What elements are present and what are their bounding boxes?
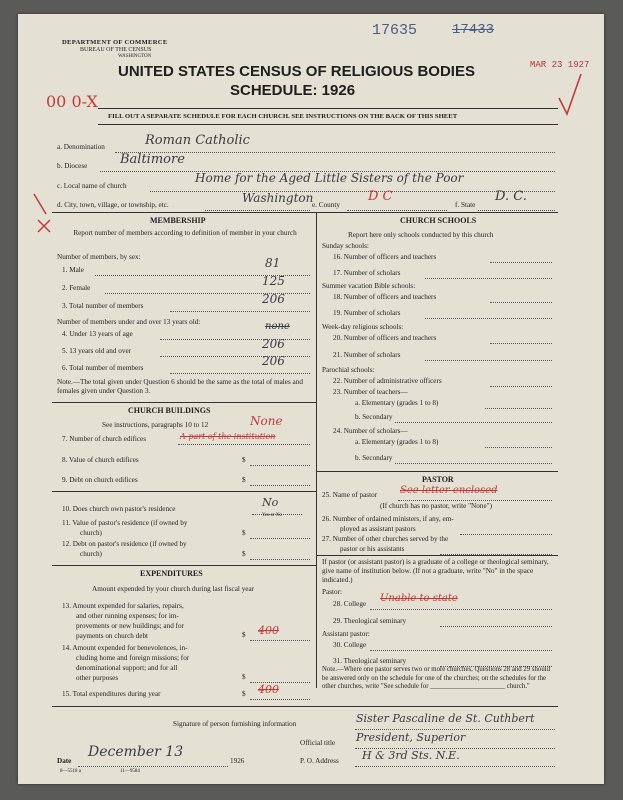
weekday-officers-label: 20. Number of officers and teachers <box>333 334 437 342</box>
male-label: 1. Male <box>62 266 84 274</box>
teachers-elementary-label: a. Elementary (grades 1 to 8) <box>355 399 439 407</box>
schedule-instruction: FILL OUT A SEPARATE SCHEDULE FOR EACH CHURCH. SEE INSTRUCTIONS ON THE BACK OF THIS SHEET <box>108 113 458 120</box>
total-members-age-value[interactable]: 206 <box>262 354 285 368</box>
received-date-stamp: MAR 23 1927 <box>530 60 590 70</box>
pastor-college-label: 28. College <box>333 600 367 608</box>
parochial-schools-label: Parochial schools: <box>322 366 375 374</box>
pastor-name-hint: (If church has no pastor, write "None") <box>380 502 492 510</box>
print-code-2: 11—9584 <box>120 769 140 774</box>
assistant-college-label: 30. College <box>333 641 367 649</box>
serial-number: 17635 <box>372 22 418 39</box>
department-heading: DEPARTMENT OF COMMERCE <box>62 39 168 46</box>
dollar-sign: $ <box>242 673 246 681</box>
pastor-name-label: 25. Name of pastor <box>322 491 378 499</box>
age-intro-label: Number of members under and over 13 years old: <box>57 318 201 326</box>
teachers-secondary-label: b. Secondary <box>355 413 393 421</box>
edifices-value-label: 8. Value of church edifices <box>62 456 139 464</box>
state-value[interactable]: D. C. <box>495 189 527 204</box>
buildings-intro-value[interactable]: None <box>250 414 283 428</box>
checkmark-icon <box>555 70 585 120</box>
state-label: f. State <box>455 201 476 209</box>
dollar-sign: $ <box>242 550 246 558</box>
sunday-scholars-label: 17. Number of scholars <box>333 269 401 277</box>
print-code-1: 8—5518 a <box>60 769 81 774</box>
running-expenses-value[interactable]: 400 <box>258 624 279 637</box>
denomination-value[interactable]: Roman Catholic <box>145 133 250 148</box>
date-label: Date <box>57 757 72 765</box>
scholars-elementary-label: a. Elementary (grades 1 to 8) <box>355 438 439 446</box>
total-members-label: 3. Total number of members <box>62 302 144 310</box>
yes-no-hint: Yes or No <box>262 513 283 518</box>
summer-schools-label: Summer vacation Bible schools: <box>322 282 416 290</box>
official-title-label: Official title <box>300 739 336 747</box>
membership-heading: MEMBERSHIP <box>150 216 206 225</box>
over-13-value[interactable]: 206 <box>262 337 285 351</box>
assistant-seminary-label: 31. Theological seminary <box>333 657 407 665</box>
residence-debt-label-cont: church) <box>80 550 102 558</box>
dollar-sign: $ <box>242 529 246 537</box>
schools-intro: Report here only schools conducted by this church <box>348 231 494 239</box>
benevolences-label: 14. Amount expended for benevolences, in- cluding home and foreign missions; for denominational support; and for all other purposes <box>62 644 190 682</box>
official-title-value[interactable]: President, Superior <box>356 731 466 744</box>
female-value[interactable]: 125 <box>262 274 285 288</box>
residence-value-label-cont: church) <box>80 529 102 537</box>
year-value: 1926 <box>230 757 245 765</box>
schedule-title: SCHEDULE: 1926 <box>230 82 356 99</box>
total-members-age-label: 6. Total number of members <box>62 364 144 372</box>
pastor-note: Note.—Where one pastor serves two or more churches, Questions 28 and 29 should be answered only on the schedule for one of the churches; on the schedules for the other churches, write "See schedule for ______________________ church." <box>322 666 551 691</box>
edifices-number-value[interactable]: A part of the institution <box>180 432 276 441</box>
pastor-heading: PASTOR <box>422 475 454 484</box>
diocese-value[interactable]: Baltimore <box>120 152 185 167</box>
denomination-label: a. Denomination <box>57 143 105 151</box>
local-name-label: c. Local name of church <box>57 182 127 190</box>
pastor-seminary-label: 29. Theological seminary <box>333 617 407 625</box>
bureau-heading: BUREAU OF THE CENSUS <box>80 47 152 53</box>
teachers-label: 23. Number of teachers— <box>333 388 408 396</box>
diocese-label: b. Diocese <box>57 162 88 170</box>
under-13-label: 4. Under 13 years of age <box>62 330 133 338</box>
expenditures-heading: EXPENDITURES <box>140 569 203 578</box>
po-address-value[interactable]: H & 3rd Sts. N.E. <box>362 749 460 762</box>
pastor-sub-label: Pastor: <box>322 588 342 596</box>
buildings-heading: CHURCH BUILDINGS <box>128 406 211 415</box>
city-label: d. City, town, village, or township, etc. <box>57 201 169 209</box>
other-churches-label-cont: pastor or his assistants <box>340 545 405 553</box>
owns-residence-value[interactable]: No <box>262 496 279 509</box>
dollar-sign: $ <box>242 476 246 484</box>
scholars-secondary-label: b. Secondary <box>355 454 393 462</box>
assistant-ministers-label: 26. Number of ordained ministers, if any, em- <box>322 515 454 523</box>
po-address-label: P. O. Address <box>300 757 339 765</box>
dollar-sign: $ <box>242 631 246 639</box>
city-heading: WASHINGTON <box>118 54 152 59</box>
running-expenses-label: 13. Amount expended for salaries, repairs, and other running expenses; for im- provements or new buildings; and for payments on church debt <box>62 602 184 640</box>
summer-scholars-label: 19. Number of scholars <box>333 309 401 317</box>
total-expenditures-value[interactable]: 400 <box>258 683 279 696</box>
edifices-debt-label: 9. Debt on church edifices <box>62 476 138 484</box>
county-label: e. County <box>312 201 340 209</box>
assistant-pastor-label: Assistant pastor: <box>322 630 370 638</box>
female-label: 2. Female <box>62 284 91 292</box>
signature-label: Signature of person furnishing information <box>173 720 297 728</box>
serial-number-old: 17433 <box>452 22 495 38</box>
members-by-sex-label: Number of members, by sex: <box>57 253 141 261</box>
summer-officers-label: 18. Number of officers and teachers <box>333 293 437 301</box>
owns-residence-label: 10. Does church own pastor's residence <box>62 505 176 513</box>
over-13-label: 5. 13 years old and over <box>62 347 132 355</box>
scholars-label: 24. Number of scholars— <box>333 427 408 435</box>
signature-value[interactable]: Sister Pascaline de St. Cuthbert <box>356 712 535 725</box>
weekday-schools-label: Week-day religious schools: <box>322 323 404 331</box>
membership-note: Note.—The total given under Question 6 should be the same as the total of males and females given under Question 3. <box>57 378 303 395</box>
edifices-number-label: 7. Number of church edifices <box>62 435 147 443</box>
under-13-value[interactable]: none <box>265 321 290 332</box>
expenditures-intro: Amount expended by your church during last fiscal year <box>92 585 255 593</box>
dollar-sign: $ <box>242 690 246 698</box>
membership-intro: Report number of members according to definition of member in your church <box>73 229 297 237</box>
dollar-sign: $ <box>242 456 246 464</box>
residence-value-label: 11. Value of pastor's residence (if owned by <box>62 519 188 527</box>
form-title: UNITED STATES CENSUS OF RELIGIOUS BODIES <box>118 63 475 80</box>
weekday-scholars-label: 21. Number of scholars <box>333 351 401 359</box>
city-value[interactable]: Washington <box>242 191 314 205</box>
tick-mark-icon <box>30 192 56 236</box>
residence-debt-label: 12. Debt on pastor's residence (if owned by <box>62 540 187 548</box>
other-churches-label: 27. Number of other churches served by the <box>322 535 449 543</box>
total-expenditures-label: 15. Total expenditures during year <box>62 690 161 698</box>
sunday-officers-label: 16. Number of officers and teachers <box>333 253 437 261</box>
male-value[interactable]: 81 <box>265 256 281 270</box>
county-value[interactable]: D C <box>368 189 393 204</box>
buildings-intro: See instructions, paragraphs 10 to 12 <box>102 421 209 429</box>
pastor-college-value[interactable]: Unable to state <box>380 593 458 604</box>
graduate-note: If pastor (or assistant pastor) is a graduate of a college or theological seminary, give name of institution below. (If not a graduate, write "No" in the space indicated.) <box>322 558 549 584</box>
total-members-value[interactable]: 206 <box>262 292 285 306</box>
admin-officers-label: 22. Number of administrative officers <box>333 377 442 385</box>
date-value[interactable]: December 13 <box>88 744 184 760</box>
pastor-name-value[interactable]: See letter enclosed <box>400 485 498 496</box>
schools-heading: CHURCH SCHOOLS <box>400 216 477 225</box>
classification-mark: 00 0-X <box>46 92 98 111</box>
local-name-value[interactable]: Home for the Aged Little Sisters of the Poor <box>195 171 464 185</box>
sunday-schools-label: Sunday schools: <box>322 242 369 250</box>
assistant-ministers-label-cont: ployed as assistant pastors <box>340 525 416 533</box>
